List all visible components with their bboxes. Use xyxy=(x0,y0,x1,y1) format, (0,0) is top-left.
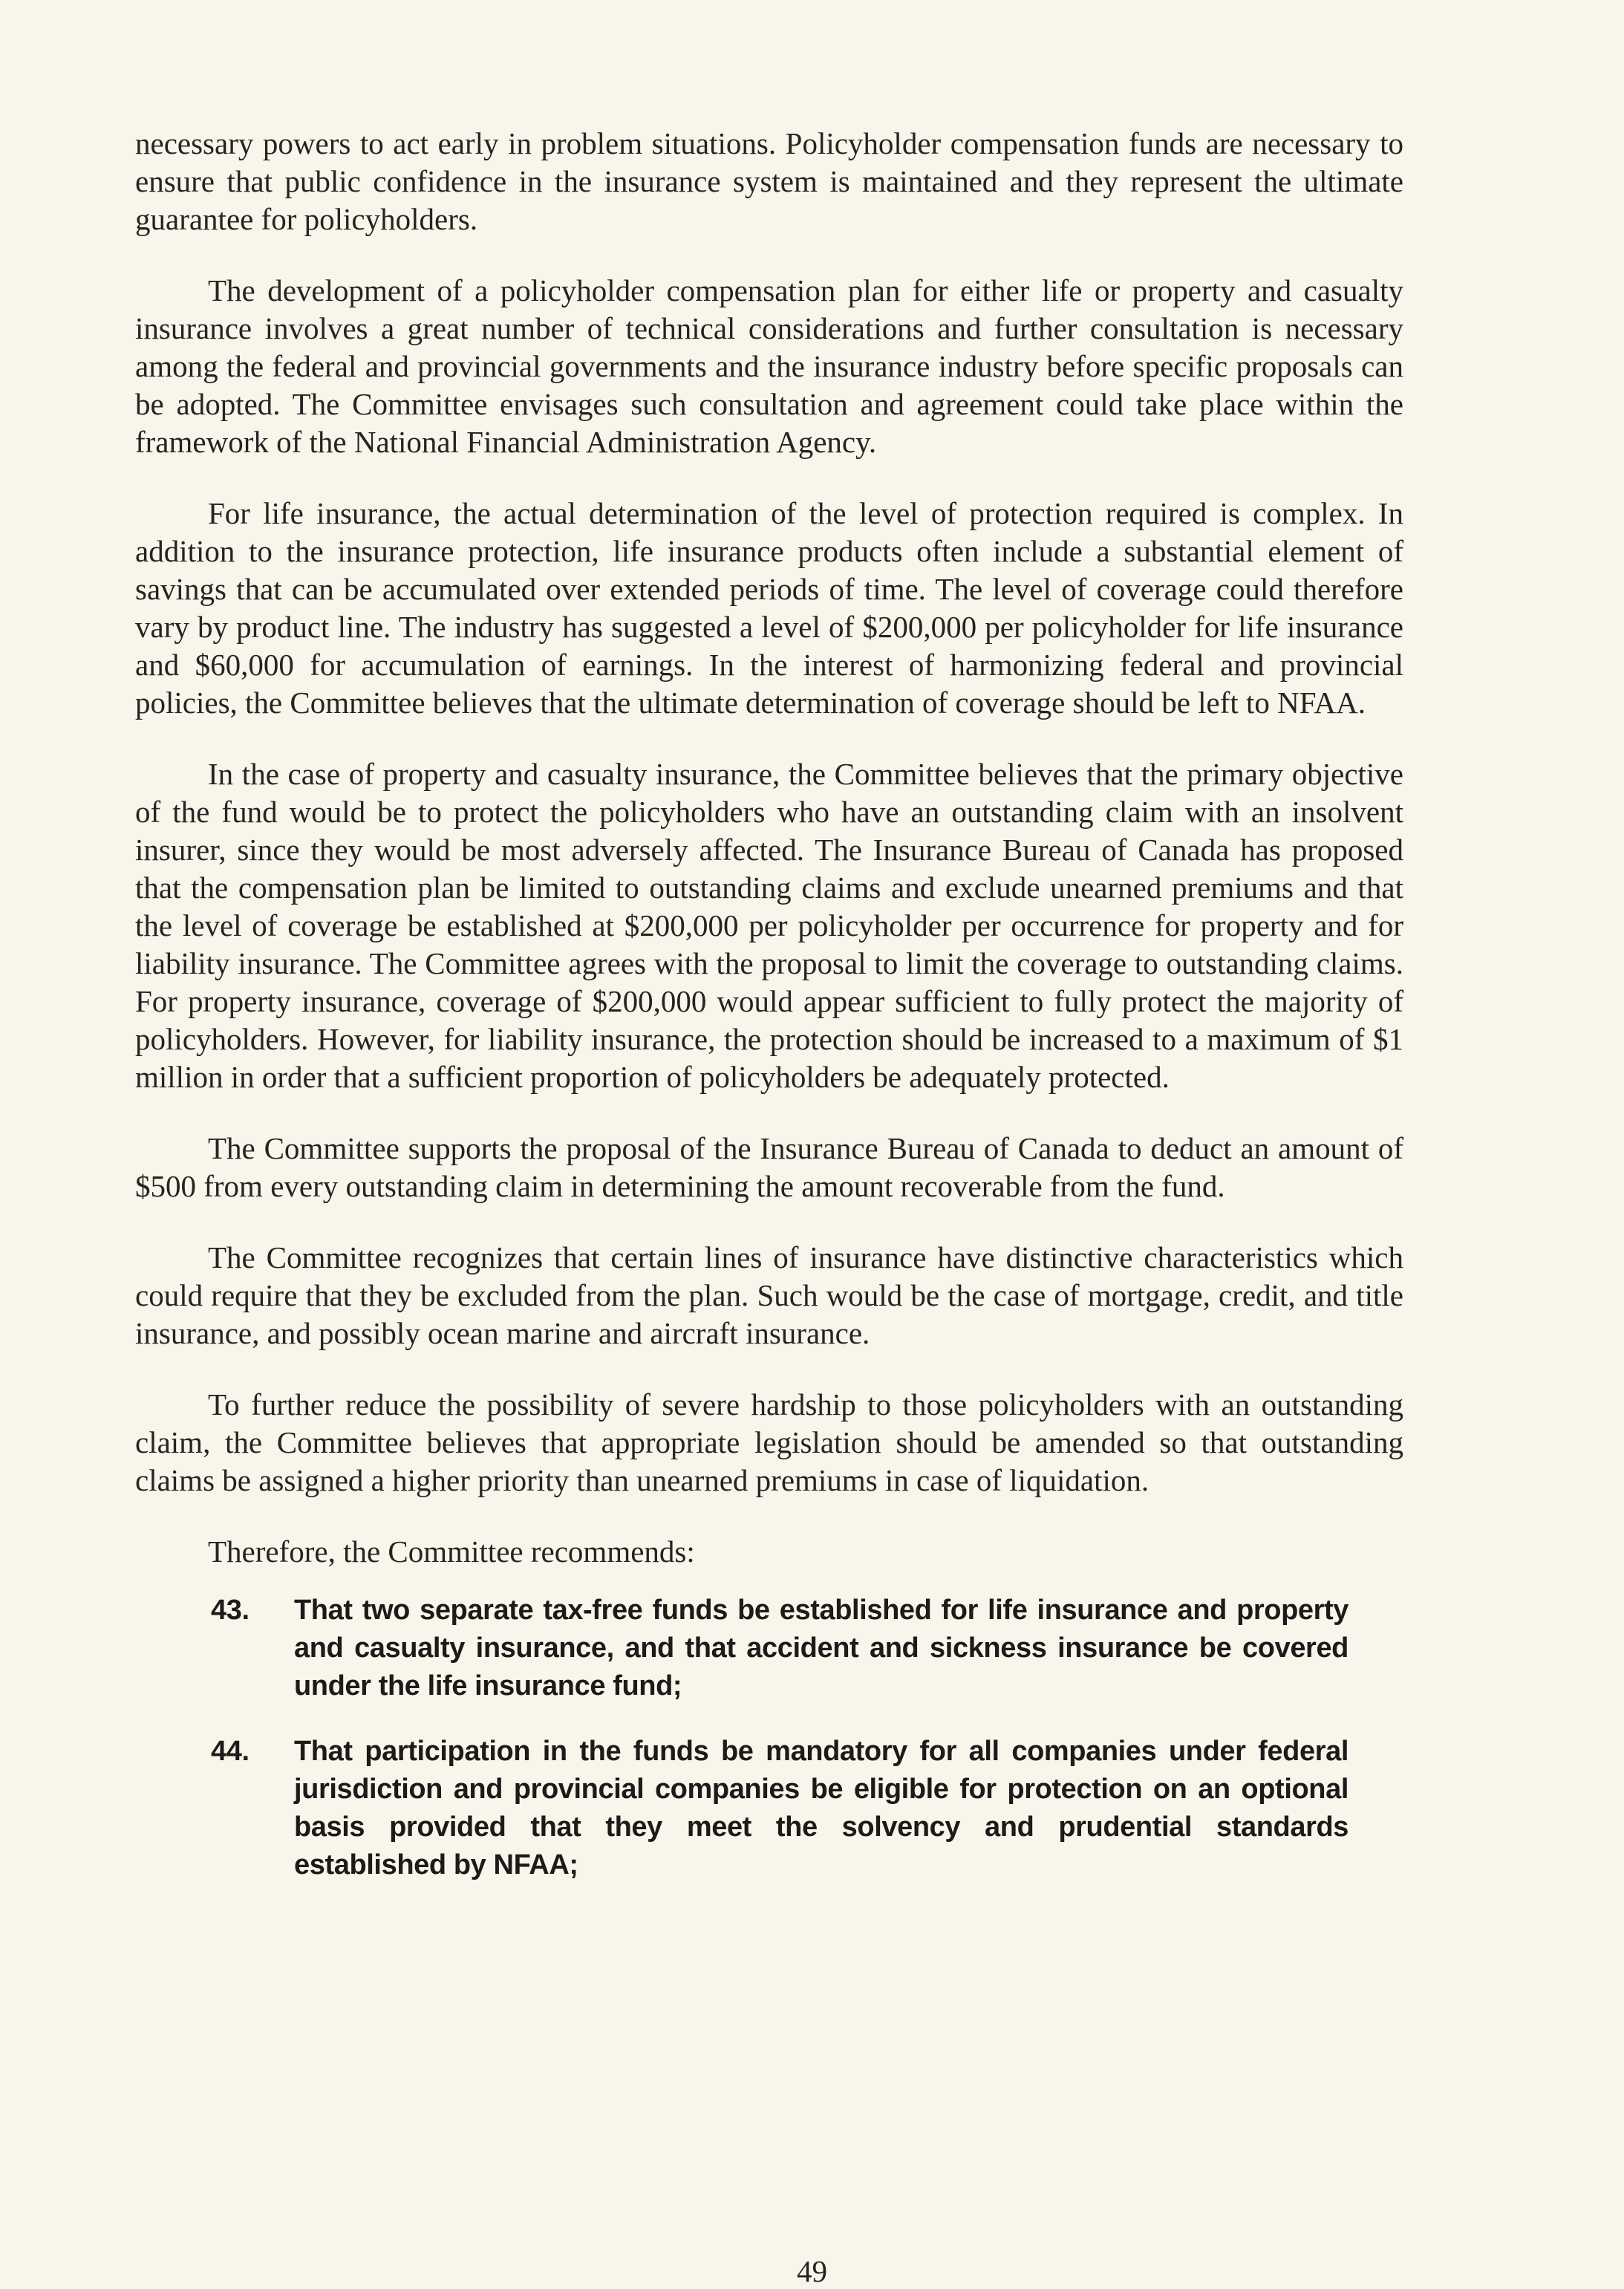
paragraph-powers: necessary powers to act early in problem situations. Policyholder compensation funds are necessary to ensure that public confidence in the insurance system is maintained and they represent the ultimate guarantee for policyholders. xyxy=(135,126,1403,236)
paragraph-compensation-plan: The development of a policyholder compensation plan for either life or property and casualty insurance involves a great number of technical considerations and further consultation is necessary among the federal and provincial governments and the insurance industry before specific proposals can be adopted. The Committee envisages such consultation and agreement could take place within the framework of the National Financial Administration Agency. xyxy=(135,273,1403,459)
document-body xyxy=(135,125,1403,1912)
recommendation-text: That two separate tax-free funds be established for life insurance and property and casualty insurance, and that accident and sickness insurance be covered under the life insurance fund; xyxy=(294,1595,1349,1702)
paragraph-excluded-lines: The Committee recognizes that certain lines of insurance have distinctive characteristics which could require that they be excluded from the plan. Such would be the case of mortgage, credit, and title insurance, and possibly ocean marine and aircraft insurance. xyxy=(135,1240,1403,1350)
paragraph-priority: To further reduce the possibility of severe hardship to those policyholders with an outstanding claim, the Committee believes that appropriate legislation should be amended so that outstanding claims be assigned a higher priority than unearned premiums in case of liquidation. xyxy=(135,1387,1403,1497)
page-number: 49 xyxy=(797,2254,827,2288)
recommendations-intro: Therefore, the Committee recommends: xyxy=(208,1534,695,1569)
recommendation-text: That participation in the funds be mandatory for all companies under federal jurisdiction and provincial companies be eligible for protection on an optional basis provided that they meet the solvency and prudential standards established by NFAA; xyxy=(294,1736,1349,1881)
paragraph-deductible: The Committee supports the proposal of the Insurance Bureau of Canada to deduct an amount of $500 from every outstanding claim in determining the amount recoverable from the fund. xyxy=(135,1131,1403,1203)
recommendation-44 xyxy=(135,1733,1403,1884)
recommendation-number: 43. xyxy=(211,1595,250,1626)
paragraph-life-insurance: For life insurance, the actual determination of the level of protection required is complex. In addition to the insurance protection, life insurance products often include a substantial element of savings that can be accumulated over extended periods of time. The level of coverage could therefore vary by product line. The industry has suggested a level of $200,000 per policyholder for life insurance and $60,000 for accumulation of earnings. In the interest of harmonizing federal and provincial policies, the Committee believes that the ultimate determination of coverage should be left to NFAA. xyxy=(135,496,1403,720)
recommendation-43 xyxy=(135,1592,1403,1705)
paragraph-property-casualty: In the case of property and casualty insurance, the Committee believes that the primary objective of the fund would be to protect the policyholders who have an outstanding claim with an insolvent insurer, since they would be most adversely affected. The Insurance Bureau of Canada has proposed that the compensation plan be limited to outstanding claims and exclude unearned premiums and that the level of coverage be established at $200,000 per policyholder per occurrence for property and for liability insurance. The Committee agrees with the proposal to limit the coverage to outstanding claims. For property insurance, coverage of $200,000 would appear sufficient to fully protect the majority of policyholders. However, for liability insurance, the protection should be increased to a maximum of $1 million in order that a sufficient proportion of policyholders be adequately protected. xyxy=(135,757,1403,1094)
recommendation-number: 44. xyxy=(211,1736,250,1767)
